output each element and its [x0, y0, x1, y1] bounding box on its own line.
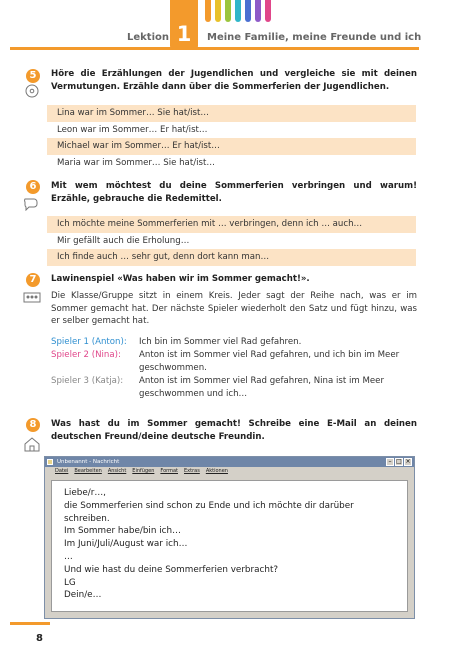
- phrase-line: Michael war im Sommer… Er hat/ist…: [47, 138, 416, 155]
- window-title: Unbenannt - Nachricht: [57, 459, 120, 465]
- menu-format[interactable]: Format: [160, 468, 178, 474]
- email-body[interactable]: [51, 480, 408, 612]
- phrase-list: [47, 105, 416, 171]
- close-button[interactable]: ×: [405, 458, 411, 465]
- color-stripe: [215, 0, 221, 22]
- header-rule: [10, 47, 419, 50]
- footer-rule: [10, 622, 50, 625]
- mail-line: LG: [64, 577, 76, 588]
- color-stripe: [205, 0, 211, 22]
- color-stripe: [245, 0, 251, 22]
- color-stripes: [205, 0, 271, 22]
- cd-icon: [23, 84, 41, 100]
- email-window: [44, 456, 415, 619]
- speaker-text: Anton ist im Sommer viel Rad gefahren, Nina ist im Meer geschwommen und ich…: [139, 376, 384, 399]
- color-stripe: [225, 0, 231, 22]
- lesson-label: Lektion: [127, 32, 170, 43]
- color-stripe: [235, 0, 241, 22]
- menu-einfuegen[interactable]: Einfügen: [132, 468, 155, 474]
- menu-bar: [45, 467, 414, 476]
- speaker-name: Spieler 3 (Katja):: [51, 376, 124, 386]
- mail-line: Im Sommer habe/bin ich…: [64, 526, 181, 537]
- speech-icon: [23, 197, 41, 213]
- menu-aktionen[interactable]: Aktionen: [205, 468, 228, 474]
- mail-line: …: [64, 551, 73, 562]
- mail-line: Im Juni/Juli/August war ich…: [64, 539, 188, 550]
- phrase-line: Ich möchte meine Sommerferien mit … verbringen, denn ich … auch…: [47, 216, 416, 233]
- color-stripe: [255, 0, 261, 22]
- window-titlebar: [45, 457, 414, 467]
- menu-extras[interactable]: Extras: [184, 468, 200, 474]
- mail-line: die Sommerferien sind schon zu Ende und ich möchte dir darüber schreiben.: [64, 500, 354, 524]
- speaker-text: Anton ist im Sommer viel Rad gefahren, und ich bin im Meer geschwommen.: [139, 350, 400, 373]
- house-icon: [23, 436, 41, 452]
- exercise-instruction: Was hast du im Sommer gemacht! Schreibe eine E-Mail an deinen deutschen Freund/deine deutsche Freundin.: [51, 419, 417, 442]
- exercise-number: 6: [26, 180, 40, 194]
- mail-line: Dein/e…: [64, 590, 102, 601]
- page-number: 8: [36, 633, 43, 644]
- lesson-title: Meine Familie, meine Freunde und ich: [207, 32, 422, 43]
- window-controls: [386, 458, 412, 466]
- exercise-number: 5: [26, 69, 40, 83]
- mail-icon: [47, 459, 53, 465]
- phrase-line: Lina war im Sommer… Sie hat/ist…: [47, 105, 416, 122]
- exercise-instruction: Mit wem möchtest du deine Sommerferien verbringen und warum! Erzähle, gebrauche die Redemittel.: [51, 181, 417, 204]
- exercise-number: 7: [26, 273, 40, 287]
- lesson-number: 1: [170, 0, 198, 50]
- mail-line: Liebe/r…,: [64, 488, 106, 498]
- exercise-instruction: Lawinenspiel «Was haben wir im Sommer gemacht!».: [51, 274, 310, 284]
- exercise-description: Die Klasse/Gruppe sitzt in einem Kreis. Jeder sagt der Reihe nach, was er im Sommer gemacht hat. Der nächste Spieler wiederholt den Satz und fügt hinzu, was er selber gemacht hat.: [51, 291, 417, 327]
- minimize-button[interactable]: –: [386, 458, 394, 466]
- page-header: [0, 0, 455, 52]
- menu-datei[interactable]: Datei: [55, 468, 69, 474]
- phrase-line: Ich finde auch … sehr gut, denn dort kann man…: [47, 249, 416, 266]
- phrase-line: Leon war im Sommer… Er hat/ist…: [57, 124, 208, 135]
- exercise-instruction: Höre die Erzählungen der Jugendlichen und vergleiche sie mit deinen Vermutungen. Erzähle dann über die Sommerferien der Jugendlichen.: [51, 69, 417, 92]
- speaker-text: Ich bin im Sommer viel Rad gefahren.: [139, 337, 302, 347]
- group-icon: [23, 290, 41, 306]
- phrase-line: Maria war im Sommer… Sie hat/ist…: [57, 157, 215, 168]
- menu-bearbeiten[interactable]: Bearbeiten: [74, 468, 102, 474]
- speaker-name: Spieler 1 (Anton):: [51, 337, 127, 347]
- phrase-line: Mir gefällt auch die Erholung…: [57, 235, 190, 246]
- speaker-name: Spieler 2 (Nina):: [51, 350, 121, 360]
- maximize-button[interactable]: □: [396, 458, 402, 465]
- mail-line: Und wie hast du deine Sommerferien verbracht?: [64, 564, 279, 575]
- menu-ansicht[interactable]: Ansicht: [107, 468, 127, 474]
- exercise-number: 8: [26, 418, 40, 432]
- color-stripe: [265, 0, 271, 22]
- phrase-list: [47, 216, 416, 266]
